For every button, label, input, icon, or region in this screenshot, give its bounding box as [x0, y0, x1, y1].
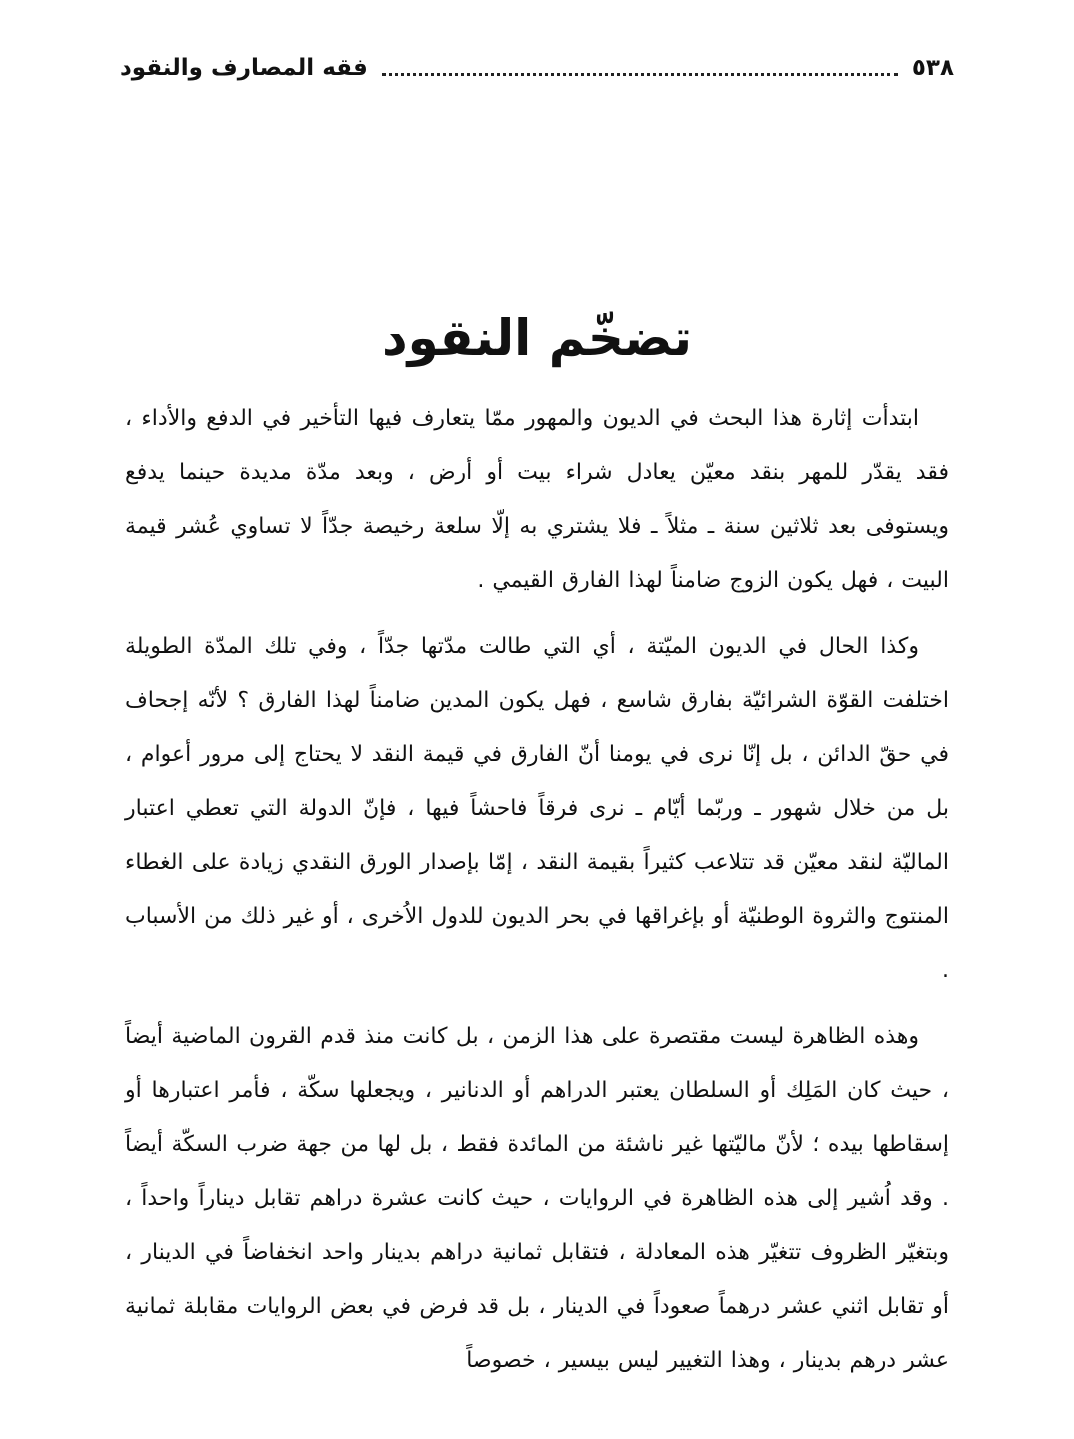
paragraph: ابتدأت إثارة هذا البحث في الديون والمهور ممّا يتعارف فيها التأخير في الدفع والأداء ، فقد يقدّر للمهر بنقد معيّن يعادل شراء بيت أو أرض ، وبعد مدّة مديدة حينما يدفع ويستوفى بعد ثلاثين سنة ـ مثلاً ـ فلا يشتري به إلّا سلعة رخيصة جدّاً لا تساوي عُشر قيمة البيت ، فهل يكون الزوج ضامناً لهذا الفارق القيمي .	[125, 406, 949, 593]
running-header	[120, 50, 954, 86]
paragraph: وكذا الحال في الديون الميّتة ، أي التي طالت مدّتها جدّاً ، وفي تلك المدّة الطويلة اختلفت القوّة الشرائيّة بفارق شاسع ، فهل يكون المدين ضامناً لهذا الفارق ؟ لأنّه إجحاف في حقّ الدائن ، بل إنّا نرى في يومنا أنّ الفارق في قيمة النقد لا يحتاج إلى مرور أعوام ، بل من خلال شهور ـ وربّما أيّام ـ نرى فرقاً فاحشاً فيها ، فإنّ الدولة التي تعطي اعتبار الماليّة لنقد معيّن قد تتلاعب كثيراً بقيمة النقد ، إمّا بإصدار الورق النقدي زيادة على الغطاء المنتوج والثروة الوطنيّة أو بإغراقها في بحر الديون للدول الاُخرى ، أو غير ذلك من الأسباب .	[124, 634, 949, 983]
chapter-title: تضخّم النقود	[381, 308, 692, 367]
header-dotted-leader	[382, 73, 898, 76]
page-number: ٥٣٨	[911, 55, 954, 81]
body-text	[125, 392, 949, 1400]
book-title: فقه المصارف والنقود	[120, 55, 368, 81]
paragraph: وهذه الظاهرة ليست مقتصرة على هذا الزمن ، بل كانت منذ قدم القرون الماضية أيضاً ، حيث كان المَلِك أو السلطان يعتبر الدراهم أو الدنانير ، ويجعلها سكّة ، فأمر اعتبارها أو إسقاطها بيده ؛ لأنّ ماليّتها غير ناشئة من المائدة فقط ، بل لها من جهة ضرب السكّة أيضاً . وقد اُشير إلى هذه الظاهرة في الروايات ، حيث كانت عشرة دراهم تقابل ديناراً واحداً ، وبتغيّر الظروف تتغيّر هذه المعادلة ، فتقابل ثمانية دراهم بدينار واحد انخفاضاً في الدينار ، أو تقابل اثني عشر درهماً صعوداً في الدينار ، بل قد فرض في بعض الروايات مقابلة ثمانية عشر درهم بدينار ، وهذا التغيير ليس بيسير ، خصوصاً	[125, 1024, 949, 1373]
